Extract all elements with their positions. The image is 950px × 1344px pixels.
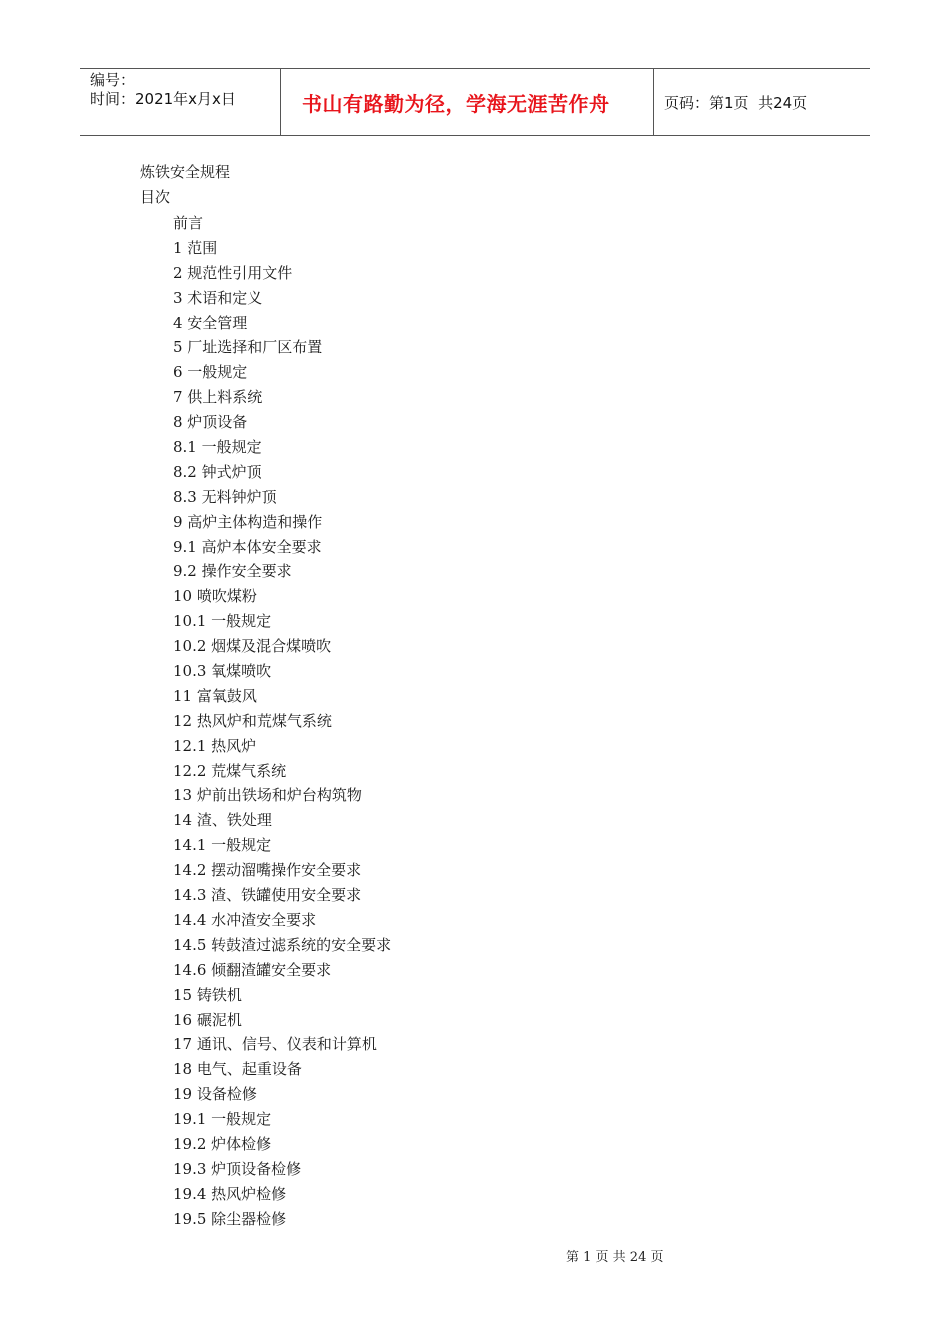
toc-item: 14.2 摆动溜嘴操作安全要求 (173, 861, 362, 880)
toc-item: 8 炉顶设备 (173, 413, 248, 432)
toc-item: 8.1 一般规定 (173, 438, 262, 457)
toc-item: 16 碾泥机 (173, 1010, 242, 1029)
toc-item: 19.2 炉体检修 (173, 1134, 272, 1153)
toc-item: 3 术语和定义 (173, 288, 263, 307)
toc-item: 19.5 除尘器检修 (173, 1209, 287, 1228)
toc-item: 1 范围 (173, 238, 218, 257)
document-number-label: 编号： (90, 71, 136, 89)
toc-item: 14.5 转鼓渣过滤系统的安全要求 (173, 935, 392, 954)
toc-item: 14.4 水冲渣安全要求 (173, 910, 317, 929)
toc-item: 7 供上料系统 (173, 388, 263, 407)
toc-item: 8.3 无料钟炉顶 (173, 487, 277, 506)
toc-item: 10.3 氧煤喷吹 (173, 662, 272, 681)
toc-item: 14.6 倾翻渣罐安全要求 (173, 960, 332, 979)
toc-item: 4 安全管理 (173, 313, 248, 332)
toc-item: 12.1 热风炉 (173, 736, 257, 755)
toc-item: 8.2 钟式炉顶 (173, 462, 262, 481)
toc-item: 10.2 烟煤及混合煤喷吹 (173, 637, 332, 656)
toc-item: 9 高炉主体构造和操作 (173, 512, 323, 531)
toc-item: 19 设备检修 (173, 1085, 257, 1104)
header-motto: 书山有路勤为径，学海无涯苦作舟 (281, 69, 654, 135)
page-footer: 第 1 页 共 24 页 (566, 1250, 664, 1265)
toc-item: 9.1 高炉本体安全要求 (173, 537, 322, 556)
toc-item: 11 富氧鼓风 (173, 686, 257, 705)
toc-item: 12.2 荒煤气系统 (173, 761, 287, 780)
header-meta (80, 69, 281, 135)
page-header (80, 68, 870, 136)
document-title: 炼铁安全规程 (140, 163, 231, 181)
table-of-contents (173, 211, 391, 1232)
header-page-label: 页码：第1页 共24页 (664, 93, 808, 112)
toc-item: 19.3 炉顶设备检修 (173, 1159, 302, 1178)
toc-item: 9.2 操作安全要求 (173, 562, 292, 581)
toc-heading: 目次 (140, 188, 171, 206)
toc-item: 18 电气、起重设备 (173, 1060, 302, 1079)
toc-item: 15 铸铁机 (173, 985, 242, 1004)
toc-item: 19.4 热风炉检修 (173, 1184, 287, 1203)
toc-item: 13 炉前出铁场和炉台构筑物 (173, 786, 362, 805)
toc-item: 10 喷吹煤粉 (173, 587, 257, 606)
header-page-info (654, 69, 870, 135)
toc-item: 10.1 一般规定 (173, 612, 272, 631)
toc-item: 5 厂址选择和厂区布置 (173, 338, 323, 357)
toc-item: 14.1 一般规定 (173, 836, 272, 855)
toc-item: 前言 (173, 214, 204, 232)
toc-item: 14.3 渣、铁罐使用安全要求 (173, 886, 362, 905)
toc-item: 17 通讯、信号、仪表和计算机 (173, 1035, 377, 1054)
toc-item: 19.1 一般规定 (173, 1110, 272, 1129)
document-time-label: 时间：2021年x月x日 (90, 90, 236, 108)
toc-item: 2 规范性引用文件 (173, 263, 293, 282)
toc-item: 6 一般规定 (173, 363, 248, 382)
toc-item: 12 热风炉和荒煤气系统 (173, 711, 332, 730)
toc-item: 14 渣、铁处理 (173, 811, 272, 830)
